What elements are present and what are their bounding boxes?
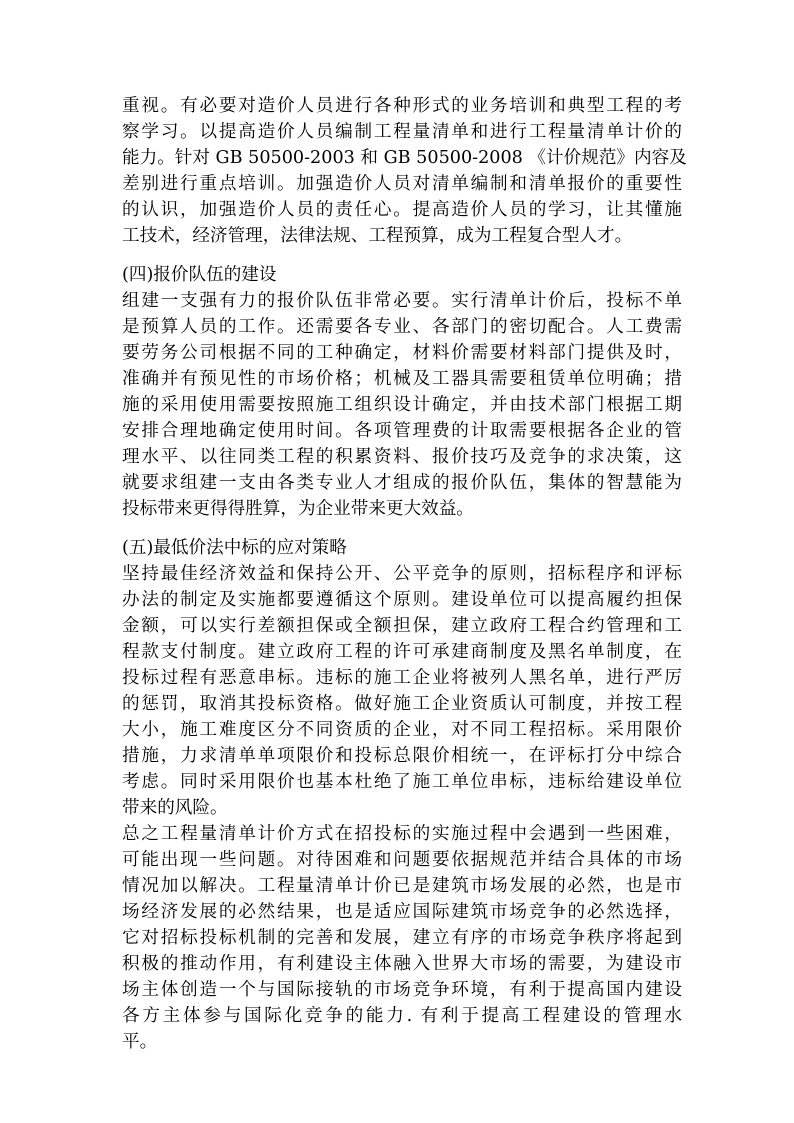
paragraph-4-line-9: 平。 xyxy=(122,1032,158,1052)
paragraph-2-line-9: 投标带来更得得胜算，为企业带来更大效益。 xyxy=(122,499,474,519)
paragraph-3-line-8: 措施，力求清单单项限价和投标总限价相统一，在评标打分中综合 xyxy=(122,746,682,766)
paragraph-3-line-6: 的惩罚，取消其投标资格。做好施工企业资质认可制度，并按工程 xyxy=(122,694,682,714)
paragraph-4-line-7: 场主体创造一个与国际接轨的市场竞争环境，有利于提高国内建设 xyxy=(122,980,682,1000)
paragraph-3-line-7: 大小，施工难度区分不同资质的企业，对不同工程招标。采用限价 xyxy=(122,720,682,740)
paragraph-1-line-6: 工技术，经济管理，法律法规、工程预算，成为工程复合型人才。 xyxy=(122,226,633,246)
paragraph-3-line-9: 考虑。同时采用限价也基本杜绝了施工单位串标，违标给建设单位 xyxy=(122,772,682,792)
paragraph-2-line-7: 理水平、以往同类工程的积累资料、报价技巧及竞争的求决策，这 xyxy=(122,447,682,467)
paragraph-1-line-3: 能力。针对 GB 50500-2003 和 GB 50500-2008 《计价规范》内容及 xyxy=(122,148,687,168)
paragraph-4-line-2: 可能出现一些问题。对待困难和问题要依据规范并结合具体的市场 xyxy=(122,850,682,870)
paragraph-4-line-6: 积极的推动作用，有利建设主体融入世界大市场的需要，为建设市 xyxy=(122,954,682,974)
paragraph-1-line-4: 差别进行重点培训。加强造价人员对清单编制和清单报价的重要性 xyxy=(122,174,682,194)
paragraph-2-line-5: 施的采用使用需要按照施工组织设计确定，并由技术部门根据工期 xyxy=(122,395,682,415)
paragraph-3-line-10: 带来的风险。 xyxy=(122,798,228,818)
section-heading-4: (四)报价队伍的建设 xyxy=(122,265,277,285)
paragraph-2-line-4: 准确并有预见性的市场价格；机械及工器具需要租赁单位明确；措 xyxy=(122,369,682,389)
paragraph-3-line-1: 坚持最佳经济效益和保持公开、公平竞争的原则，招标程序和评标 xyxy=(122,564,682,584)
paragraph-4-line-1: 总之工程量清单计价方式在招投标的实施过程中会遇到一些困难， xyxy=(122,824,682,844)
paragraph-3-line-5: 投标过程有恶意串标。违标的施工企业将被列人黑名单，进行严厉 xyxy=(122,668,682,688)
paragraph-4-line-8: 各方主体参与国际化竞争的能力. 有利于提高工程建设的管理水 xyxy=(122,1006,682,1026)
paragraph-2-line-3: 要劳务公司根据不同的工种确定，材料价需要材料部门提供及时， xyxy=(122,343,682,363)
paragraph-1-line-1: 重视。有必要对造价人员进行各种形式的业务培训和典型工程的考 xyxy=(122,96,682,116)
paragraph-4-line-4: 场经济发展的必然结果，也是适应国际建筑市场竞争的必然选择， xyxy=(122,902,682,922)
paragraph-2-line-2: 是预算人员的工作。还需要各专业、各部门的密切配合。人工费需 xyxy=(122,317,682,337)
paragraph-2-line-6: 安排合理地确定使用时间。各项管理费的计取需要根据各企业的管 xyxy=(122,421,682,441)
paragraph-3-line-4: 程款支付制度。建立政府工程的许可承建商制度及黑名单制度，在 xyxy=(122,642,682,662)
paragraph-2-line-8: 就要求组建一支由各类专业人才组成的报价队伍，集体的智慧能为 xyxy=(122,473,682,493)
paragraph-3-line-3: 金额，可以实行差额担保或全额担保，建立政府工程合约管理和工 xyxy=(122,616,682,636)
paragraph-4-line-3: 情况加以解决。工程量清单计价已是建筑市场发展的必然，也是市 xyxy=(122,876,682,896)
paragraph-4-line-5: 它对招标投标机制的完善和发展，建立有序的市场竞争秩序将起到 xyxy=(122,928,682,948)
paragraph-3-line-2: 办法的制定及实施都要遵循这个原则。建设单位可以提高履约担保 xyxy=(122,590,682,610)
section-heading-5: (五)最低价法中标的应对策略 xyxy=(122,538,347,558)
paragraph-1-line-5: 的认识，加强造价人员的责任心。提高造价人员的学习，让其懂施 xyxy=(122,200,682,220)
paragraph-1-line-2: 察学习。以提高造价人员编制工程量清单和进行工程量清单计价的 xyxy=(122,122,682,142)
paragraph-2-line-1: 组建一支强有力的报价队伍非常必要。实行清单计价后，投标不单 xyxy=(122,291,682,311)
